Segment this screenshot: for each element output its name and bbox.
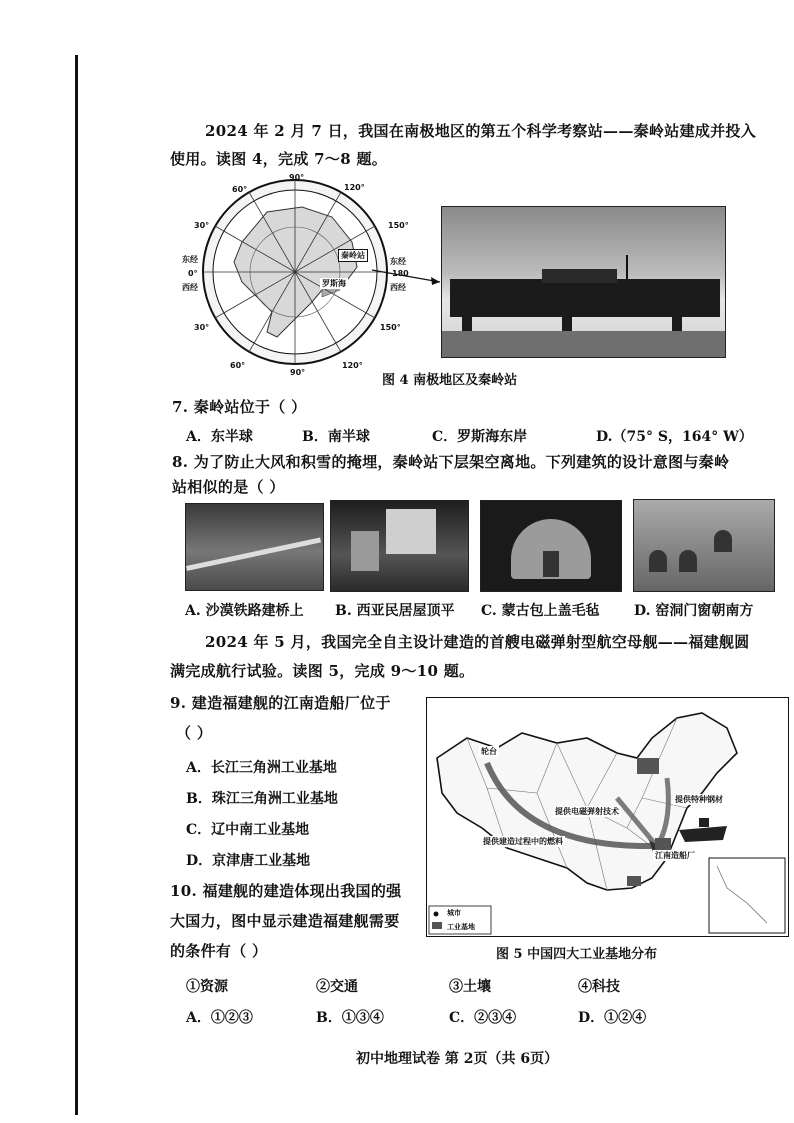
fig5-caption: 图 5 中国四大工业基地分布 — [496, 947, 658, 962]
east-label: 东经 — [182, 255, 198, 264]
q8-option-b[interactable]: B. 西亚民居屋顶平 — [335, 603, 455, 619]
intro1-line2: 使用。读图 4，完成 7～8 题。 — [170, 150, 388, 168]
q9-option-d[interactable]: D．京津唐工业基地 — [186, 853, 311, 869]
q9-option-b[interactable]: B．珠江三角洲工业基地 — [186, 791, 338, 807]
lon-0: 0° — [188, 269, 198, 278]
legend-base: 工业基地 — [447, 923, 475, 931]
lon-60-bl: 60° — [230, 361, 246, 370]
china-map-svg — [427, 698, 788, 936]
luntai-label: 轮台 — [481, 747, 497, 756]
fig4-caption: 图 4 南极地区及秦岭站 — [382, 373, 518, 388]
q8-option-d[interactable]: D. 窑洞门窗朝南方 — [634, 603, 754, 619]
margin-line — [75, 55, 78, 1115]
q7-option-b[interactable]: B．南半球 — [302, 429, 370, 445]
qinling-station-photo — [441, 206, 726, 358]
page-footer: 初中地理试卷 第 2页（共 6页） — [356, 1051, 559, 1067]
q7-option-d[interactable]: D.（75° S，164° W） — [596, 429, 753, 445]
q10-option-d[interactable]: D．①②④ — [578, 1010, 647, 1026]
q9-stem-line2: （ ） — [176, 724, 213, 742]
west-label: 西经 — [182, 283, 198, 292]
west-label-r: 西经 — [390, 283, 406, 292]
q10-option-a[interactable]: A．①②③ — [186, 1010, 253, 1026]
q8-stem-line2: 站相似的是（ ） — [172, 478, 285, 496]
lon-30-bl: 30° — [194, 323, 210, 332]
cave-dwelling-photo — [633, 499, 775, 592]
station-label: 秦岭站 — [338, 249, 368, 262]
intro2-line1: 2024 年 5 月，我国完全自主设计建造的首艘电磁弹射型航空母舰——福建舰圆 — [205, 633, 750, 651]
legend-city: 城市 — [447, 909, 461, 917]
q10-option-b[interactable]: B．①③④ — [316, 1010, 384, 1026]
intro2-line2: 满完成航行试验。读图 5，完成 9～10 题。 — [170, 662, 475, 680]
intro1-line1: 2024 年 2 月 7 日，我国在南极地区的第五个科学考察站——秦岭站建成并投入 — [205, 122, 757, 140]
q9-option-a[interactable]: A．长江三角洲工业基地 — [186, 760, 337, 776]
q10-stem-line3: 的条件有（ ） — [170, 942, 268, 960]
q10-item-1: ①资源 — [186, 979, 228, 995]
lon-180: 180 — [392, 269, 409, 278]
antarctic-map — [172, 172, 452, 372]
q9-stem-line1: 9. 建造福建舰的江南造船厂位于 — [170, 694, 391, 712]
mongolian-yurt-photo — [480, 500, 622, 592]
q10-stem-line2: 大国力，图中显示建造福建舰需要 — [170, 912, 400, 930]
desert-railway-photo — [185, 503, 324, 591]
west-asia-house-photo — [330, 500, 469, 592]
q8-stem-line1: 8. 为了防止大风和积雪的掩埋，秦岭站下层架空离地。下列建筑的设计意图与秦岭 — [172, 453, 730, 471]
ross-sea-label: 罗斯海 — [322, 279, 346, 288]
lon-60-tl: 60° — [232, 185, 248, 194]
fuel-label: 提供建造过程中的燃料 — [483, 837, 563, 846]
q7-option-c[interactable]: C．罗斯海东岸 — [432, 429, 528, 445]
tech-label: 提供电磁弹射技术 — [555, 807, 619, 816]
q10-item-4: ④科技 — [578, 979, 620, 995]
lon-90-bottom-label: 90° — [290, 368, 306, 377]
lon-90-top: 90° — [289, 173, 305, 182]
lon-120-tr: 120° — [344, 183, 365, 192]
lon-120-br: 120° — [342, 361, 363, 370]
east-label-r: 东经 — [390, 257, 406, 266]
q8-option-a[interactable]: A. 沙漠铁路建桥上 — [185, 603, 304, 619]
lon-150-r: 150° — [388, 221, 409, 230]
q7-stem: 7. 秦岭站位于（ ） — [172, 398, 307, 416]
q8-option-c[interactable]: C. 蒙古包上盖毛毡 — [481, 603, 600, 619]
q10-option-c[interactable]: C．②③④ — [449, 1010, 517, 1026]
china-industry-map — [426, 697, 789, 937]
q10-item-3: ③土壤 — [449, 979, 491, 995]
q9-option-c[interactable]: C．辽中南工业基地 — [186, 822, 310, 838]
lon-30-l: 30° — [194, 221, 210, 230]
q10-item-2: ②交通 — [316, 979, 358, 995]
q10-stem-line1: 10. 福建舰的建造体现出我国的强 — [170, 882, 402, 900]
q7-option-a[interactable]: A．东半球 — [186, 429, 253, 445]
shipyard-label: 江南造船厂 — [655, 851, 695, 860]
lon-150-br: 150° — [380, 323, 401, 332]
steel-label: 提供特种钢材 — [675, 795, 723, 804]
